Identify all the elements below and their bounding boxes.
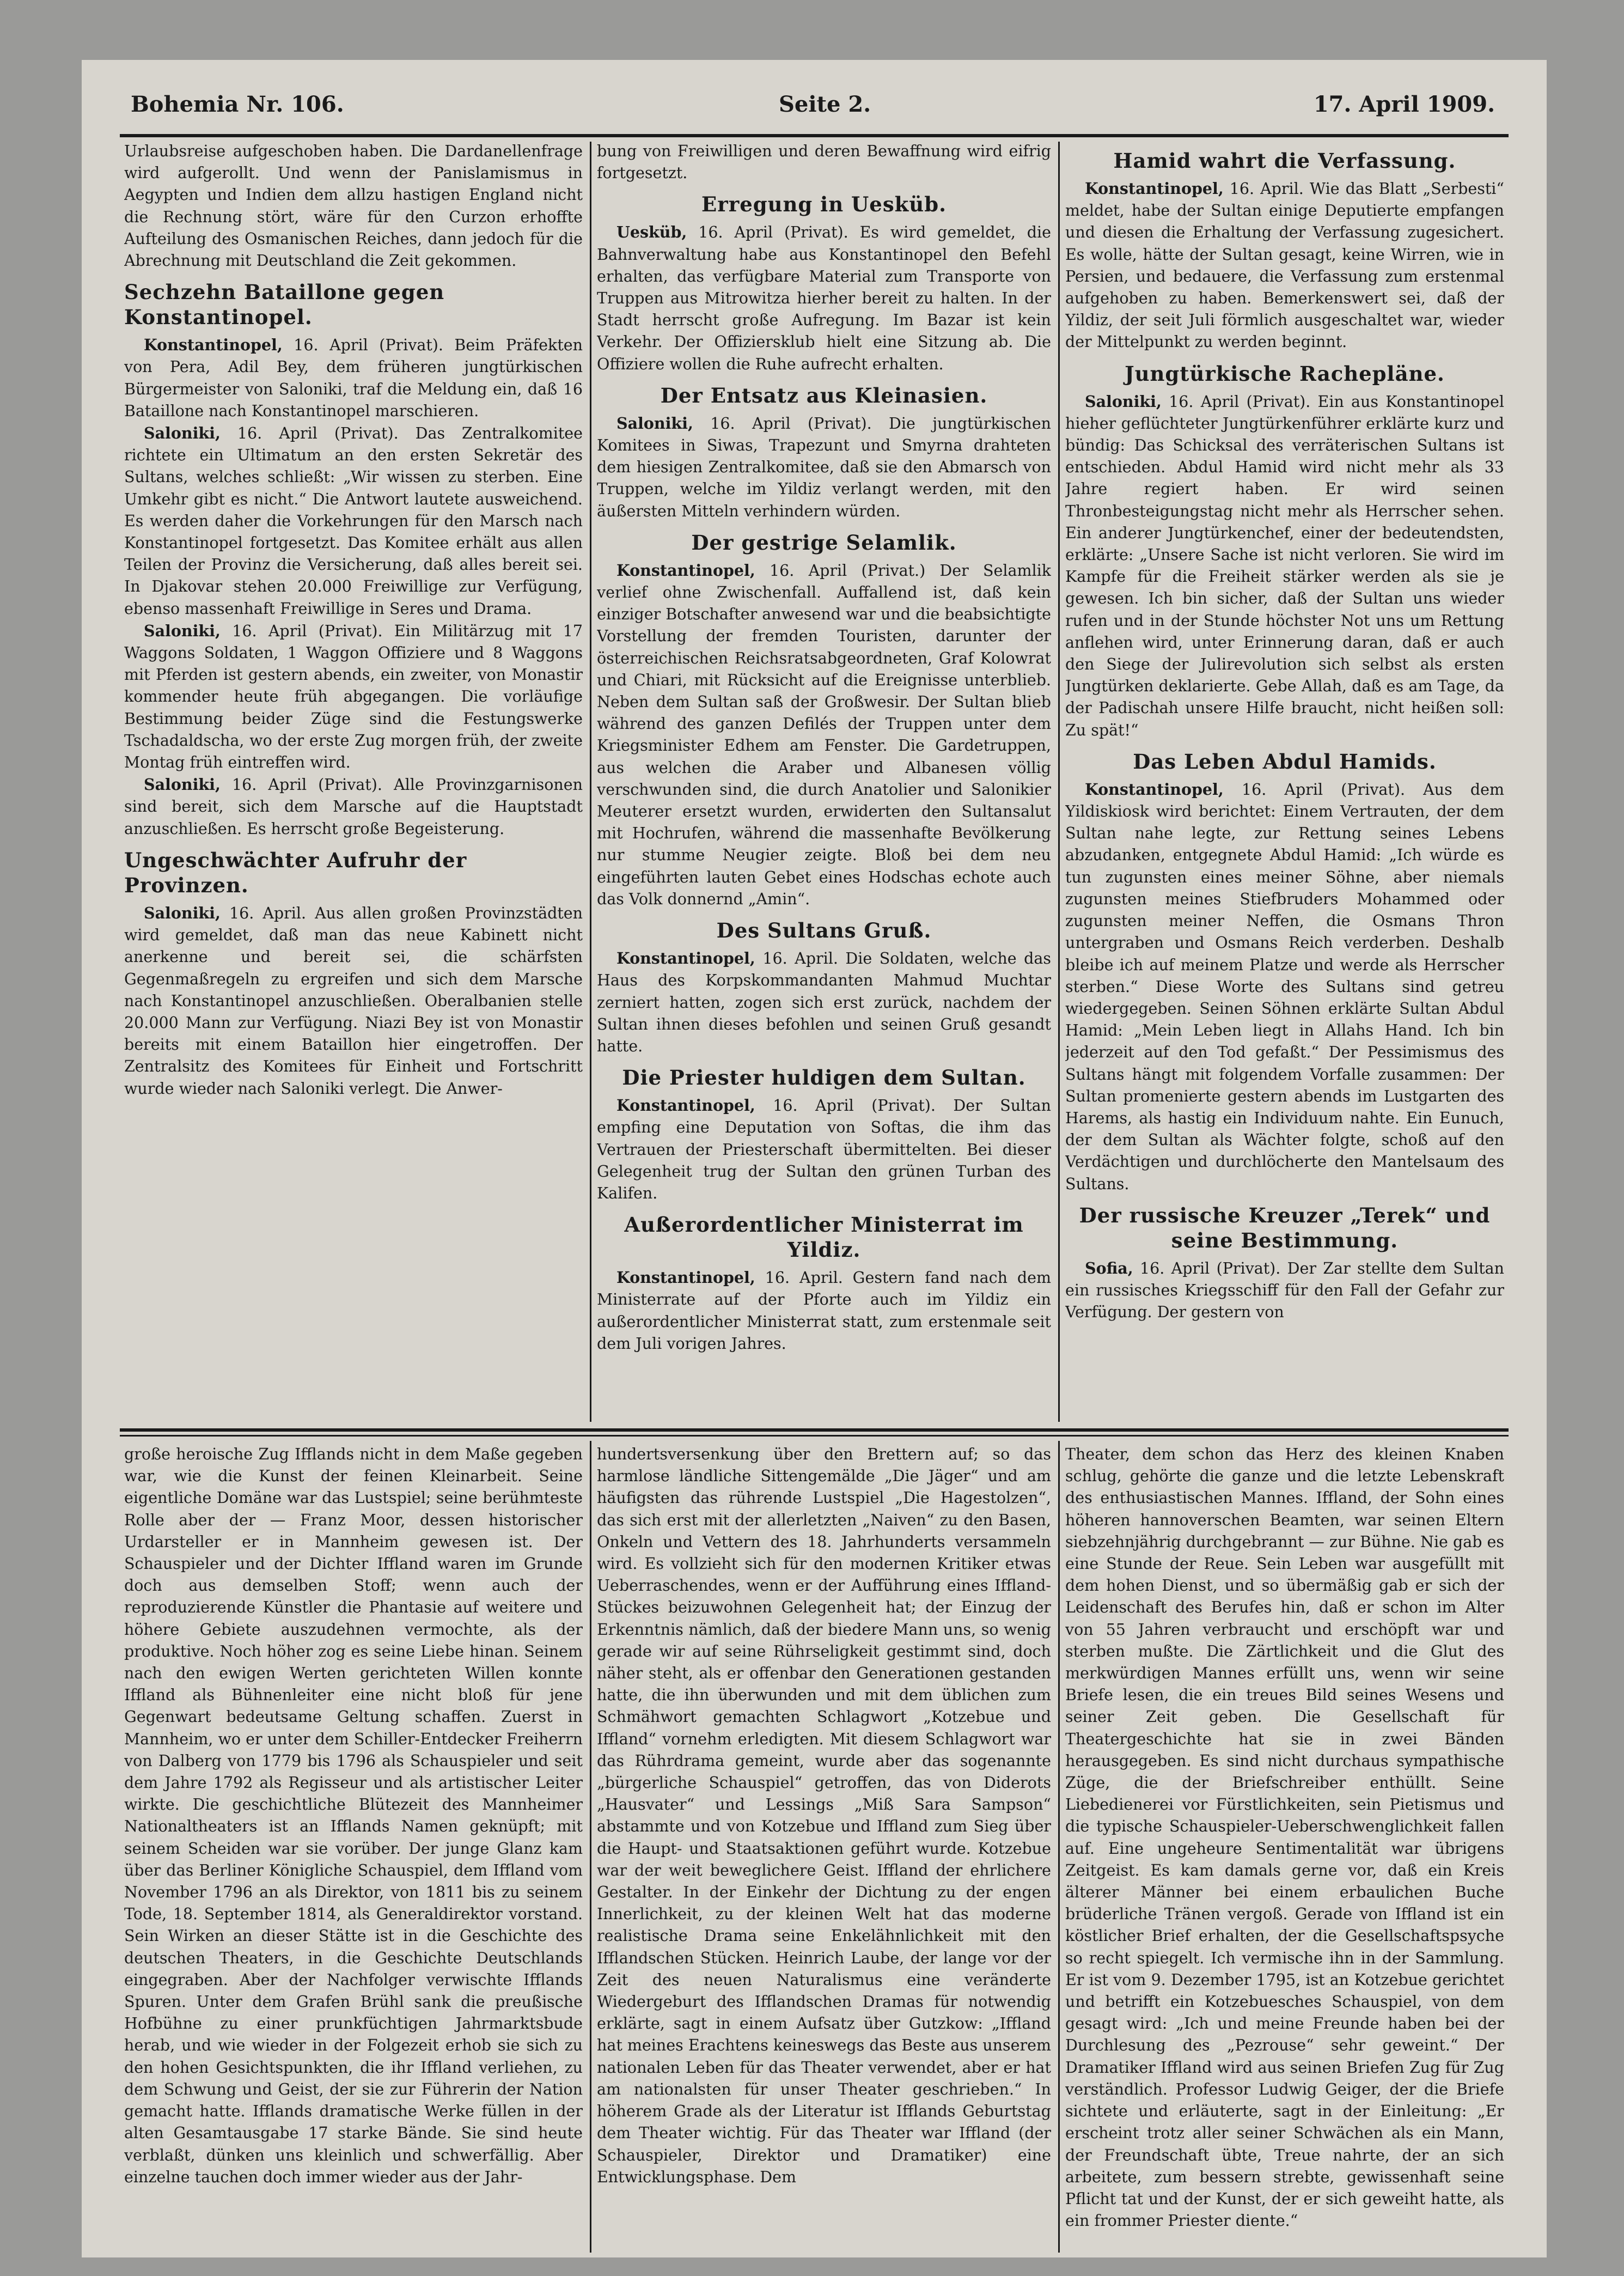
headline: Hamid wahrt die Verfassung.	[1113, 149, 1456, 173]
headline: Jungtürkische Rachepläne.	[1125, 361, 1445, 386]
dateline: Saloniki,	[1085, 392, 1162, 411]
paragraph: hundertsversenkung über den Brettern auf; so das harmlose ländliche Sittengemälde „Die Jäger“ und am häufigsten das rührende Lustspiel „Die Hagestolzen“, das sich erst mit der allerletzten „Naiven“ zu den Basen, Onkeln und Vettern des 18. Jahrhunderts versammeln wird. Es vollzieht sich für den modernen Kritiker etwas Ueberraschendes, wenn er der Aufführung eines Iffland-Stückes beizuwohnen Gelegenheit hat; der Einzug der Erkenntnis nämlich, daß der biedere Mann uns, so wenig gerade wir auf seine Rührseligkeit gestimmt sind, doch näher steht, als er offenbar den Generationen gestanden hatte, die ihn überwunden und mit dem üblichen zum Schmähwort gemachten Schlagwort „Kotzebue und Iffland“ vornehm erledigten. Mit diesem Schlagwort war das Rührdrama gemeint, wurde aber das sogenannte „bürgerliche Schauspiel“ getroffen, das von Diderots „Hausvater“ und Lessings „Miß Sara Sampson“ abstammte und von Kotzebue und Iffland zum Sieg über die Haupt- und Staatsaktionen geführt wurde. Kotzebue war der weit beweglichere Geist. Iffland der ehrlichere Gestalter. In der Einkehr der Dichtung zu der engen Innerlichkeit, zu der kleinen Welt hat das moderne realistische Drama seine Enkelähnlichkeit mit den Ifflandschen Stücken. Heinrich Laube, der lange vor der Zeit des neuen Naturalismus eine veränderte Wiedergeburt des Ifflandschen Dramas für notwendig erklärte, sagt in einem Aufsatz über Gutzkow: „Iffland hat meines Erachtens keineswegs das Beste aus unserem nationalen Leben für das Theater verwendet, aber er hat am nationalsten für unser Theater geschrieben.“ In höherem Grade als der Literatur ist Ifflands Geburtstag dem Theater wichtig. Für das Theater war Iffland (der Schauspieler, Direktor und Dramatiker) eine Entwicklungsphase. Dem	[597, 1445, 1051, 2186]
issue-number: Bohemia Nr. 106.	[131, 92, 344, 117]
feuilleton-column-1	[124, 1444, 583, 2250]
dateline: Saloniki,	[144, 775, 221, 794]
paragraph: Saloniki, 16. April (Privat). Alle Provinzgarnisonen sind bereit, sich dem Marsche auf die Hauptstadt anzuschließen. Es herrscht große Begeisterung.	[124, 775, 583, 838]
dateline: Konstantinopel,	[1085, 780, 1224, 799]
paragraph: Konstantinopel, 16. April. Wie das Blatt „Serbesti“ meldet, habe der Sultan einige Deputierte empfangen und diesen die Erhaltung der Verfassung zugesichert. Es wolle, hätte der Sultan gesagt, keine Wirren, wie in Persien, und bedauere, die Verfassung zum erstenmal aufgehoben zu haben. Bemerkenswert sei, daß der Yildiz, der seit Juli förmlich ausgeschaltet war, wieder der Mittelpunkt zu werden beginnt.	[1065, 179, 1504, 351]
dateline: Konstantinopel,	[616, 1096, 755, 1115]
paragraph: Saloniki, 16. April (Privat). Die jungtürkischen Komitees in Siwas, Trapezunt und Smyrna drahteten dem hiesigen Zentralkomitee, daß sie den Abmarsch von Truppen, welche im Yildiz verlangt werden, mit den äußersten Mitteln verhindern würden.	[597, 413, 1051, 520]
paragraph: Theater, dem schon das Herz des kleinen Knaben schlug, gehörte die ganze und die letzte Lebenskraft des enthusiastischen Mannes. Iffland, der Sohn eines höheren hannoverschen Beamten, war seinen Eltern siebzehnjährig durchgebrannt — zur Bühne. Nie gab es eine Stunde der Reue. Sein Leben war ausgefüllt mit dem hohen Dienst, und so übermäßig gab er sich der Leidenschaft des Berufes hin, daß er schon im Alter von 55 Jahren verbraucht und erschöpft war und sterben mußte. Die Zärtlichkeit und die Glut des merkwürdigen Mannes erfüllt uns, wenn wir seine Briefe lesen, die ein treues Bild seines Wesens und seiner Zeit geben. Die Gesellschaft für Theatergeschichte hat sie in zwei Bänden herausgegeben. Es sind nicht durchaus sympathische Züge, die der Briefschreiber enthüllt. Seine Liebedienerei vor Fürstlichkeiten, sein Pietismus und die typische Schauspieler-Ueberschwenglichkeit fallen auf. Eine ungeheure Sentimentalität war übrigens Zeitgeist. Es kam damals gerne vor, daß ein Kreis älterer Männer bei einem erbaulichen Buche brüderliche Tränen vergoß. Gerade von Iffland ist ein köstlicher Brief erhalten, der die Gesellschaftspsyche so recht spiegelt. Ich vermische ihn in der Sammlung. Er ist vom 9. Dezember 1795, ist an Kotzebue gerichtet und betrifft ein Kotzebuesches Schauspiel, von dem gesagt wird: „Ich und meine Freunde haben bei der Durchlesung des „Pezrouse“ sehr geweint.“ Der Dramatiker Iffland wird aus seinen Briefen Zug für Zug verständlich. Professor Ludwig Geiger, der die Briefe sichtete und erläuterte, sagt in der Einleitung: „Er erscheint trotz aller seiner Schwächen als ein Mann, der Freundschaft übte, Treue nahrte, der an sich arbeitete, zum bessern strebte, gewissenhaft seine Pflicht tat und der Kunst, der er sich geweiht hatte, als ein frommer Priester diente.“	[1065, 1445, 1504, 2230]
paragraph: bung von Freiwilligen und deren Bewaffnung wird eifrig fortgesetzt.	[597, 142, 1051, 182]
dateline: Saloniki,	[144, 424, 221, 443]
headline: Die Priester huldigen dem Sultan.	[622, 1066, 1026, 1090]
headline: Außerordentlicher Ministerrat im Yildiz.	[624, 1213, 1024, 1262]
paragraph: große heroische Zug Ifflands nicht in dem Maße gegeben war, wie die Kunst der feinen Kleinarbeit. Seine eigentliche Domäne war das Lustspiel; seine berühmteste Rolle aber der — Franz Moor, dessen historischer Urdarsteller er in Mannheim gewesen ist. Der Schauspieler und der Dichter Iffland waren im Grunde doch aus demselben Stoff; wenn auch der reproduzierende Künstler die Phantasie auf weitere und höhere Gebiete auszudehnen vermochte, als der produktive. Noch höher zog es seine Liebe hinan. Seinem nach den ewigen Werten gerichteten Willen konnte Iffland als Bühnenleiter eine nicht bloß für jene Gegenwart bedeutsame Geltung schaffen. Zuerst in Mannheim, wo er unter dem Schiller-Entdecker Freiherrn von Dalberg von 1779 bis 1796 als Schauspieler und seit dem Jahre 1792 als Regisseur und als artistischer Leiter wirkte. Die geschichtliche Blütezeit des Mannheimer Nationaltheaters ist an Ifflands Namen geknüpft; mit seinem Scheiden war sie vorüber. Der junge Glanz kam über das Berliner Königliche Schauspiel, dem Iffland vom November 1796 an als Direktor, von 1811 bis zu seinem Tode, 18. September 1814, als Generaldirektor vorstand. Sein Wirken an dieser Stätte ist in die Geschichte des deutschen Theaters, in die Geschichte Deutschlands eingegraben. Aber der Nachfolger verwischte Ifflands Spuren. Unter dem Grafen Brühl sank die preußische Hofbühne zu einer prunkfüchtigen Jahrmarktsbude herab, und wie wieder in der Folgezeit erhob sie sich zu den hohen Gesichtspunkten, die ihr Iffland verliehen, zu dem Schwung und Geist, der sie zur Führerin der Nation gemacht hatte. Ifflands dramatische Werke füllen in der alten Gesamtausgabe 17 starke Bände. Sie sind heute verblaßt, dünken uns kleinlich und schwerfällig. Aber einzelne tauchen doch immer wieder aus der Jahr-	[124, 1445, 583, 2186]
dateline: Sofia,	[1085, 1258, 1133, 1277]
paragraph: Saloniki, 16. April (Privat). Das Zentralkomitee richtete ein Ultimatum an den ersten Sekretär des Sultans, welches schließt: „Wir wissen zu sterben. Eine Umkehr gibt es nicht.“ Die Antwort lautete ausweichend. Es werden daher die Vorkehrungen für den Marsch nach Konstantinopel fortgesetzt. Das Komitee erhält aus allen Teilen der Provinz die Versicherung, daß alles bereit sei. In Djakovar stehen 20.000 Freiwillige zur Verfügung, ebenso massenhaft Freiwillige in Seres und Drama.	[124, 424, 583, 618]
feuilleton-column-2	[597, 1444, 1051, 2250]
column-divider	[1058, 1441, 1060, 2253]
paragraph: Saloniki, 16. April (Privat). Ein Militärzug mit 17 Waggons Soldaten, 1 Waggon Offiziere und 8 Waggons mit Pferden ist gestern abends, ein zweiter, von Monastir kommender heute früh abgegangen. Die vorläufige Bestimmung beider Züge sind die Festungswerke Tschadaldscha, wo der erste Zug morgen früh, der zweite Montag früh eintreffen wird.	[124, 621, 583, 772]
newspaper-page	[82, 60, 1547, 2261]
paragraph: Uesküb, 16. April (Privat). Es wird gemeldet, die Bahnverwaltung habe aus Konstantinopel den Befehl erhalten, das verfügbare Material zum Transporte von Truppen aus Mitrowitza hierher bereit zu halten. In der Stadt herrscht große Aufregung. Im Bazar ist kein Verkehr. Der Offiziersklub hielt eine Sitzung ab. Die Offiziere wollen die Ruhe aufrecht erhalten.	[597, 223, 1051, 373]
page-edge	[82, 2257, 1547, 2267]
column-divider	[590, 1441, 591, 2253]
column-divider	[590, 142, 591, 1422]
headline: Erregung in Uesküb.	[701, 192, 947, 217]
dateline: Uesküb,	[616, 223, 687, 242]
page-header	[82, 92, 1547, 130]
dateline: Konstantinopel,	[144, 336, 283, 355]
paragraph: Konstantinopel, 16. April (Privat). Der Sultan empfing eine Deputation von Softas, die ihm das Vertrauen der Priesterschaft übermittelten. Bei dieser Gelegenheit trug der Sultan den grünen Turban des Kalifen.	[597, 1096, 1051, 1202]
feuilleton-rule	[120, 1428, 1509, 1432]
headline: Der Entsatz aus Kleinasien.	[660, 383, 988, 407]
paragraph: Saloniki, 16. April (Privat). Ein aus Konstantinopel hieher geflüchteter Jungtürkenführer erklärte kurz und bündig: Das Schicksal des verräterischen Sultans ist entschieden. Abdul Hamid wird nicht mehr als 33 Jahre regiert haben. Er wird seinen Thronbesteigungstag nicht mehr als Herrscher sehen. Ein anderer Jungtürkenchef, einer der bedeutendsten, erklärte: „Unsere Sache ist nicht verloren. Sie wird im Kampfe für die Freiheit stärker werden als sie je gewesen. Ich bin sicher, daß der Sultan uns wieder rufen und in der Stunde höchster Not uns um Rettung anflehen wird, unter Erinnerung daran, daß er auch den Siege der Julirevolution sich selbst als ersten Jungtürken deklarierte. Gebe Allah, daß es am Tage, da der Padischah unsere Hilfe braucht, nicht heißen soll: Zu spät!“	[1065, 392, 1504, 739]
headline: Sechzehn Bataillone gegen Konstantinopel.	[124, 280, 445, 330]
dateline: Saloniki,	[616, 413, 693, 433]
paragraph: Konstantinopel, 16. April. Die Soldaten, welche das Haus des Korpskommandanten Mahmud Muchtar zerniert hatten, zogen sich erst zurück, nachdem der Sultan ihnen dieses befohlen und seinen Gruß gesandt hatte.	[597, 949, 1051, 1055]
news-column-1	[124, 141, 583, 1421]
dateline: Konstantinopel,	[616, 949, 755, 968]
dateline: Konstantinopel,	[616, 1268, 755, 1287]
dateline: Konstantinopel,	[616, 561, 755, 580]
headline: Des Sultans Gruß.	[716, 918, 932, 943]
paragraph: Urlaubsreise aufgeschoben haben. Die Dardanellenfrage wird aufgerollt. Und wenn der Panislamismus in Aegypten und Indien dem allzu hastigen England nicht die Rechnung stört, wäre für den Curzon erhoffte Aufteilung des Osmanischen Reiches, dann jedoch für die Abrechnung mit Deutschland die Zeit gekommen.	[124, 142, 583, 270]
feuilleton-column-3	[1065, 1444, 1504, 2250]
paragraph: Konstantinopel, 16. April (Privat.) Der Selamlik verlief ohne Zwischenfall. Auffallend ist, daß kein einziger Botschafter anwesend war und die beabsichtigte Vorstellung der fremden Touristen, darunter der österreichischen Reichsratsabgeordneten, Graf Kolowrat und Chiari, mit Rücksicht auf die Ereignisse unterblieb. Neben dem Sultan saß der Großwesir. Der Sultan blieb während des ganzen Defilés der Truppen unter dem Kriegsminister Edhem am Fenster. Die Gardetruppen, aus welchen die Araber und Albanesen völlig verschwunden sind, die durch Anatolier und Salonikier Meuterer ersetzt wurden, erwiderten den Sultansalut mit Hochrufen, während die massenhafte Bevölkerung nur stumme Neugier zeigte. Bloß bei dem neu eingeführten lauten Gebet eines Hodschas echote auch das Volk donnernd „Amin“.	[597, 561, 1051, 908]
dateline: Saloniki,	[144, 621, 221, 640]
issue-date: 17. April 1909.	[1313, 92, 1495, 117]
paragraph: Konstantinopel, 16. April (Privat). Beim Präfekten von Pera, Adil Bey, dem früheren jungtürkischen Bürgermeister von Saloniki, traf die Meldung ein, daß 16 Bataillone nach Konstantinopel marschieren.	[124, 336, 583, 420]
paragraph: Saloniki, 16. April. Aus allen großen Provinzstädten wird gemeldet, daß man das neue Kabinett nicht anerkenne und bereit sei, die schärfsten Gegenmaßregeln zu ergreifen und sich dem Marsche nach Konstantinopel anzuschließen. Oberalbanien stelle 20.000 Mann zur Verfügung. Niazi Bey ist von Monastir bereits mit einem Bataillon hier eingetroffen. Der Zentralsitz des Komitees für Einheit und Fortschritt wurde wieder nach Saloniki verlegt. Die Anwer-	[124, 903, 583, 1098]
headline: Der russische Kreuzer „Terek“ und seine Bestimmung.	[1079, 1203, 1491, 1252]
page-number: Seite 2.	[779, 92, 871, 117]
paragraph: Konstantinopel, 16. April (Privat). Aus dem Yildiskiosk wird berichtet: Einem Vertrauten, der dem Sultan nahe legte, zur Rettung seines Lebens abzudanken, entgegnete Abdul Hamid: „Ich würde es tun zugunsten eines meiner Söhne, aber niemals zugunsten meines Stiefbruders Mohammed oder zugunsten meiner Neffen, die Osmans Thron untergraben und Osmans Reich verderben. Deshalb bleibe ich auf meinem Platze und werde als Herrscher sterben.“ Diese Worte des Sultans sind getreu wiedergegeben. Seinen Söhnen erklärte Sultan Abdul Hamid: „Mein Leben liegt in Allahs Hand. Ich bin jederzeit auf den Tod gefaßt.“ Der Pessimismus des Sultans hängt mit folgendem Vorfalle zusammen: Der Sultan promenierte gestern abends im Lustgarten des Harems, als hastig ein Individuum nahte. Ein Eunuch, der dem Sultan als Wächter folgte, schoß auf den Verdächtigen und durchlöcherte den Mantelsaum des Sultans.	[1065, 780, 1504, 1193]
column-divider	[1058, 142, 1060, 1422]
feuilleton-rule	[120, 1435, 1509, 1437]
paragraph: Konstantinopel, 16. April. Gestern fand nach dem Ministerrate auf der Pforte auch im Yildiz ein außerordentlicher Ministerrat statt, zum erstenmale seit dem Juli vorigen Jahres.	[597, 1268, 1051, 1353]
headline: Das Leben Abdul Hamids.	[1133, 749, 1437, 774]
headline: Ungeschwächter Aufruhr der Provinzen.	[124, 848, 467, 897]
news-column-2	[597, 141, 1051, 1421]
dateline: Konstantinopel,	[1085, 179, 1224, 198]
dateline: Saloniki,	[144, 903, 221, 922]
news-column-3	[1065, 141, 1504, 1421]
header-rule	[120, 134, 1509, 137]
headline: Der gestrige Selamlik.	[691, 530, 957, 555]
paragraph: Sofia, 16. April (Privat). Der Zar stellte dem Sultan ein russisches Kriegsschiff für den Fall der Gefahr zur Verfügung. Der gestern von	[1065, 1258, 1504, 1322]
